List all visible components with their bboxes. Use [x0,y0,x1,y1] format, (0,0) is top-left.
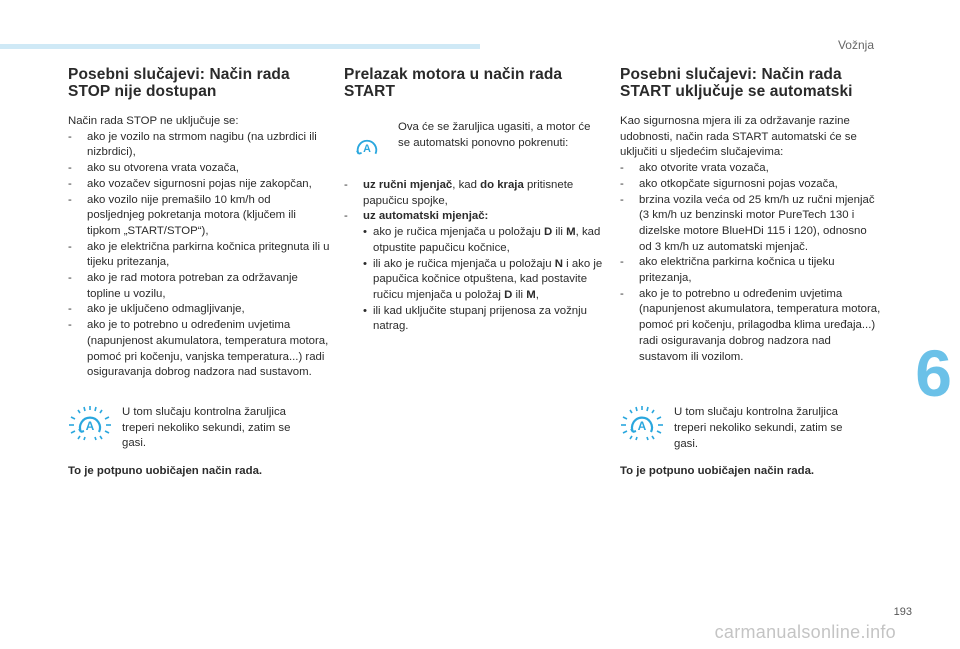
page-number: 193 [893,606,912,618]
manual-text: , kad [452,179,481,191]
list-item: - ako je uključeno odmagljivanje, [68,302,330,318]
auto-stop-start-flashing-icon [620,405,664,441]
note-text: Ova će se žaruljica ugasiti, a motor će se automatski ponovno pokrenuti: [398,121,591,149]
column-start-mode [344,66,606,335]
automatic-sublist [363,225,606,335]
svg-text:A: A [85,418,95,433]
manual-text: pritisnete papučicu spojke, [363,179,574,207]
chapter-number: 6 [915,336,952,410]
list-item: - ako otkopčate sigurnosni pojas vozača, [620,177,882,193]
manual-emphasis: do kraja [480,179,524,191]
column-start-automatic [620,66,882,480]
list-item: - brzina vozila veća od 25 km/h uz ručni mjenjač (3 km/h uz benzinski motor PureTech 130 i dizelske motore BlueHDi 115 i 120), odnosno od 3 km/h uz automatski mjenjač. [620,193,882,256]
list-item-automatic [344,209,606,335]
note-text: U tom slučaju kontrolna žaruljica treperi nekoliko sekundi, zatim se gasi. [674,406,843,450]
intro-text: Kao sigurnosna mjera ili za održavanje razine udobnosti, način rada START automatski će se uključiti u sljedećim slučajevima: [620,115,857,159]
section-heading: Posebni slučajevi: Način rada STOP nije dostupan [68,66,290,100]
sublist-item: • ili kad uključite stupanj prijenosa za vožnju natrag. [363,304,606,335]
auto-stop-start-icon [350,128,384,164]
condition-list [68,130,330,381]
list-item: - ako je električna parkirna kočnica pritegnuta ili u tijeku pritezanja, [68,240,330,271]
sublist-item: • ili ako je ručica mjenjača u položaju N i ako je papučica kočnice otpuštena, kad postavite ručicu mjenjača u položaj D ili M, [363,257,606,304]
watermark-text: carmanualsonline.info [714,622,896,642]
section-title: Vožnja [837,38,874,52]
sublist-item: • ako je ručica mjenjača u položaju D ili M, kad otpustite papučicu kočnice, [363,225,606,256]
flashing-note [68,405,330,452]
closing-text: To je potpuno uobičajen način rada. [68,465,263,478]
list-item: - ako otvorite vrata vozača, [620,161,882,177]
auto-stop-start-flashing-icon [68,405,112,441]
warning-note [350,120,606,164]
list-item-manual [344,178,606,209]
manual-label: uz ručni mjenjač [363,179,453,191]
list-item: - ako je rad motora potreban za održavanje topline u vozilu, [68,271,330,302]
section-heading: Prelazak motora u način rada START [344,66,563,100]
list-item: - ako električna parkirna kočnica u tijeku pritezanja, [620,255,882,286]
header-bar [0,44,480,49]
condition-list [620,161,882,365]
automatic-label: uz automatski mjenjač: [363,210,489,223]
list-item: - ako vozilo nije premašilo 10 km/h od posljednjeg pokretanja motora (ključem ili tipkom „START/STOP“), [68,193,330,240]
start-condition-list [344,178,606,335]
section-heading: Posebni slučajevi: Način rada START uključuje se automatski [620,66,853,100]
list-item: - ako je to potrebno u određenim uvjetima (napunjenost akumulatora, temperatura motora, pomoć pri kočenju, prilagodba klima uređaja...) radi osiguravanja dobrog nadzora nad sustavom ili vozilom. [620,287,882,366]
closing-text: To je potpuno uobičajen način rada. [620,465,815,478]
intro-text: Način rada STOP ne uključuje se: [68,115,239,127]
svg-text:A: A [363,143,371,156]
list-item: - ako je vozilo na strmom nagibu (na uzbrdici ili nizbrdici), [68,130,330,161]
list-item: - ako su otvorena vrata vozača, [68,161,330,177]
svg-text:A: A [637,419,647,434]
column-stop-unavailable [68,66,330,480]
list-item: - ako je to potrebno u određenim uvjetima (napunjenost akumulatora, temperatura motora, pomoć pri kočenju, vanjska temperatura...) radi osiguravanja dobrog nadzora nad sustavom. [68,318,330,381]
flashing-note [620,405,882,452]
note-text: U tom slučaju kontrolna žaruljica treperi nekoliko sekundi, zatim se gasi. [122,405,291,450]
list-item: - ako vozačev sigurnosni pojas nije zakopčan, [68,177,330,193]
